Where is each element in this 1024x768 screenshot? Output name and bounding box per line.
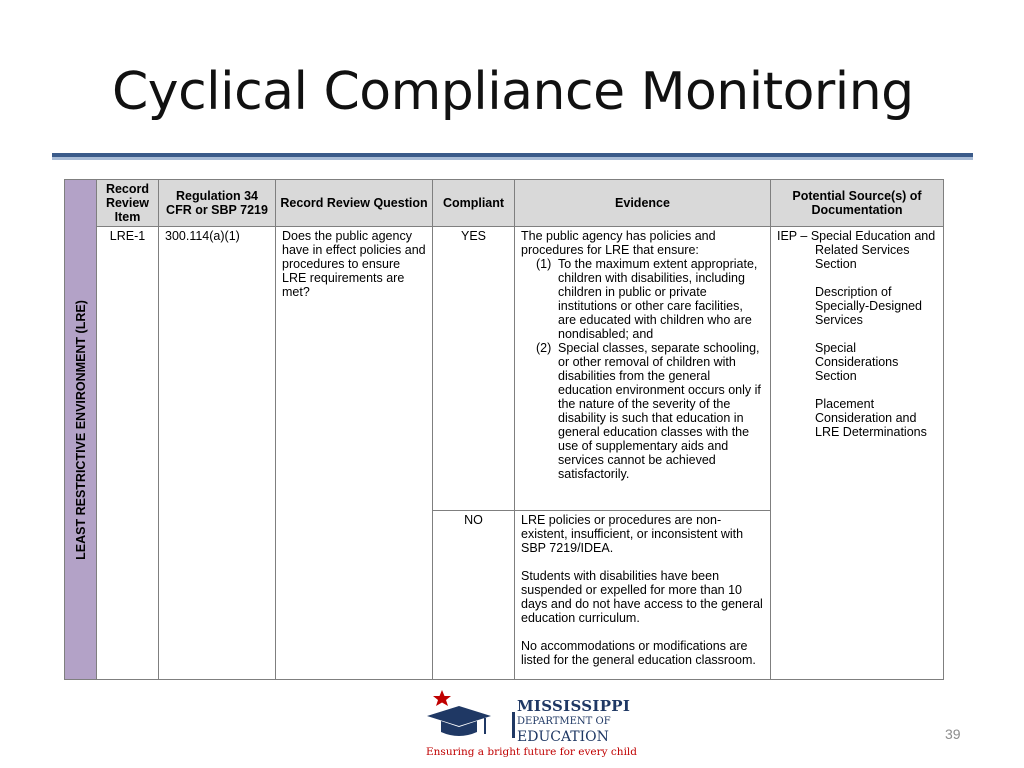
evidence-no-cell <box>515 511 771 680</box>
evidence-yes-intro: The public agency has policies and procedures for LRE that ensure: <box>521 229 716 257</box>
header-sources: Potential Source(s) of Documentation <box>771 180 944 227</box>
slide-title: Cyclical Compliance Monitoring <box>112 62 914 122</box>
star-icon <box>433 690 451 706</box>
source-item: Description of Specially-Designed Services <box>815 285 923 327</box>
source-item: Placement Consideration and LRE Determinations <box>815 397 927 439</box>
list-item <box>521 341 764 481</box>
header-question: Record Review Question <box>276 180 433 227</box>
logo-tagline: Ensuring a bright future for every child <box>426 746 638 758</box>
evidence-no-item: Students with disabilities have been suspended or expelled for more than 10 days and do not have access to the general education curriculum. <box>521 569 763 625</box>
header-item: Record Review Item <box>97 180 159 227</box>
compliant-no-cell: NO <box>433 511 515 680</box>
evidence-yes-cell <box>515 227 771 511</box>
sources-cell <box>771 227 944 680</box>
compliance-table <box>64 179 944 680</box>
side-category-label: LEAST RESTRICTIVE ENVIRONMENT (LRE) <box>73 299 88 560</box>
question-cell: Does the public agency have in effect policies and procedures to ensure LRE requirements are met? <box>276 227 433 680</box>
header-evidence: Evidence <box>515 180 771 227</box>
evidence-yes-list <box>521 257 764 481</box>
regulation-cell: 300.114(a)(1) <box>159 227 276 680</box>
source-item: IEP – Special Education and Related Services Section <box>777 229 936 271</box>
evidence-no-item: No accommodations or modifications are listed for the general education classroom. <box>521 639 756 667</box>
evidence-no-item: LRE policies or procedures are non-existent, insufficient, or inconsistent with SBP 7219/IDEA. <box>521 513 744 555</box>
title-divider-light <box>52 157 973 160</box>
compliant-yes-cell: YES <box>433 227 515 511</box>
side-category-cell <box>65 180 97 680</box>
logo-line-3: EDUCATION <box>517 729 609 745</box>
source-item: Special Considerations Section <box>815 341 899 383</box>
list-item-text: To the maximum extent appropriate, children with disabilities, including children in public or private institutions or other care facilities, are educated with children who are nondisabled; and <box>558 257 758 341</box>
list-item-number: (2) <box>536 341 552 355</box>
header-compliant: Compliant <box>433 180 515 227</box>
logo-line-2: DEPARTMENT OF <box>517 716 611 727</box>
list-item <box>521 257 764 341</box>
page-number: 39 <box>945 726 961 742</box>
table-row <box>65 227 944 511</box>
list-item-number: (1) <box>536 257 552 271</box>
mortarboard-icon <box>427 706 491 726</box>
header-row <box>65 180 944 227</box>
header-regulation: Regulation 34 CFR or SBP 7219 <box>159 180 276 227</box>
list-item-text: Special classes, separate schooling, or other removal of children with disabilities from the general education environment occurs only if the nature of the severity of the disability is such that education in general education classes with the use of supplementary aids and services cannot be achieved satisfactorily. <box>558 341 761 481</box>
logo-line-1: MISSISSIPPI <box>517 697 631 715</box>
item-cell: LRE-1 <box>97 227 159 680</box>
